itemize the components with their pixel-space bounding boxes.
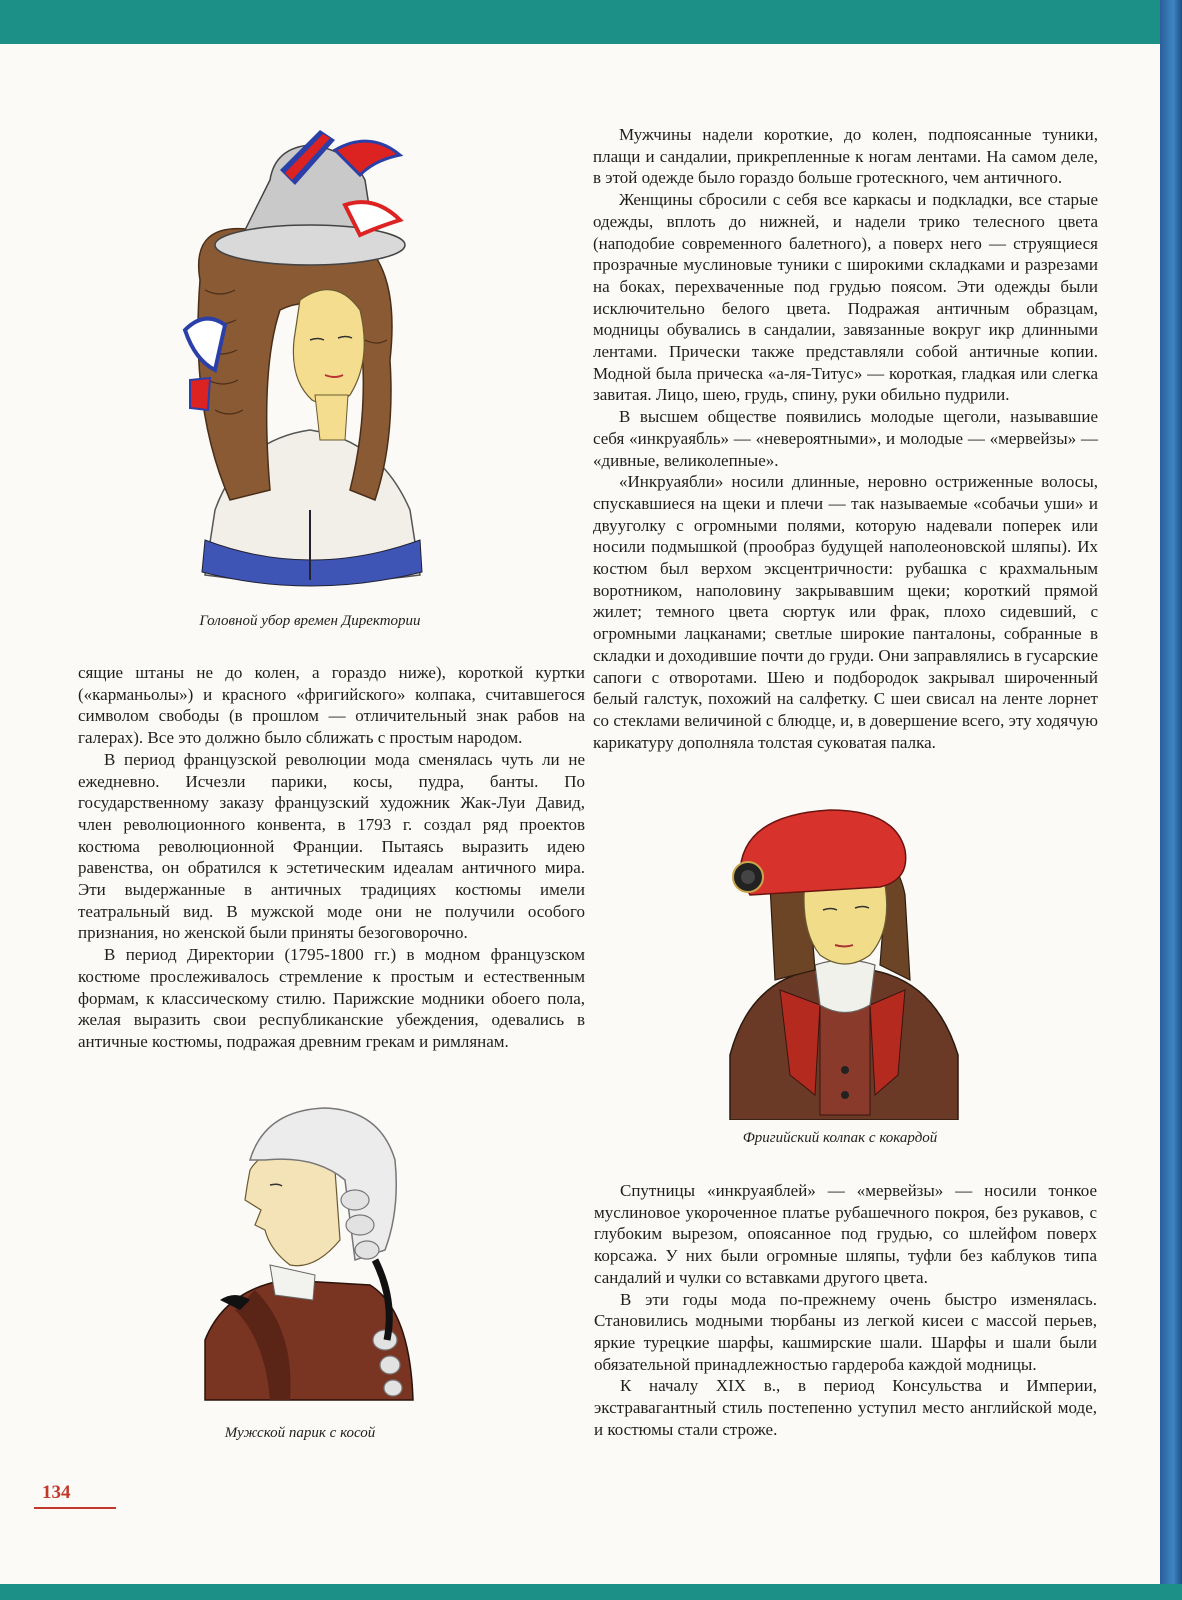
caption-phrygian: Фригийский колпак с кокардой bbox=[742, 1130, 938, 1146]
bottom-band bbox=[0, 1584, 1182, 1600]
paragraph: В высшем обществе появились молодые щеголи, называвшие себя «инкруаябль» — «невероятными», и молодые — «мервейзы» — «дивные, великолепные». bbox=[593, 407, 1098, 470]
paragraph: «Инкруаябли» носили длинные, неровно остриженные волосы, спускавшиеся на щеки и плечи — так называемые «собачьи уши» и двууголку с огромными полями, которую надевали поперек или носили подмышкой (прообраз будущей наполеоновской шляпы). Их костюм был верхом эксцентричности: рубашка с крахмальным воротником, наполовину закрывавшим щеки; короткий прямой жилет; темного цвета сюртук или фрак, плохо сидевший, с огромными лацканами; светлые широкие панталоны, собранные в складки и доходившие почти до груди. Они заправлялись в гусарские сапоги с отворотами. Шею и подбородок закрывал широченный белый галстук, похожий на салфетку. С шеи свисал на ленте лорнет со стеклами величиной с блюдце, и, в довершение всего, эту ходячую карикатуру дополняла толстая суковатая палка. bbox=[593, 472, 1098, 752]
paragraph: сящие штаны не до колен, а гораздо ниже), короткой куртки («карманьолы») и красного «фригийского» колпака, считавшегося символом свободы (в прошлом — отличительный знак рабов на галерах). Все это должно было сближать с простым народом. bbox=[78, 663, 585, 748]
paragraph: В эти годы мода по-прежнему очень быстро изменялась. Становились модными тюрбаны из легкой кисеи с массой перьев, яркие турецкие шарфы, кашмирские шали. Шарфы и шали были обязательной принадлежностью гардероба каждой модницы. bbox=[594, 1289, 1097, 1374]
page-number-rule bbox=[34, 1507, 116, 1509]
text-right-bottom bbox=[594, 1180, 1097, 1440]
page-number: 134 bbox=[42, 1482, 71, 1503]
headdress-illustration bbox=[160, 110, 460, 605]
paragraph: Спутницы «инкруаяблей» — «мервейзы» — носили тонкое муслиновое укороченное платье рубашечного покроя, без рукавов, с глубоким вырезом, опоясанное под грудью, со шлейфом поверх корсажа. У них были огромные шляпы, туфли без каблуков типа сандалий и чулки со вставками другого цвета. bbox=[594, 1181, 1097, 1287]
book-spine bbox=[1160, 0, 1182, 1600]
paragraph: К началу XIX в., в период Консульства и Империи, экстравагантный стиль постепенно уступил место английской моде, и костюмы стали строже. bbox=[594, 1376, 1097, 1439]
paragraph: Мужчины надели короткие, до колен, подпоясанные туники, плащи и сандалии, прикрепленные к ногам лентами. На самом деле, в этой одежде было гораздо больше гротескного, чем античного. bbox=[593, 125, 1098, 188]
paragraph: В период Директории (1795-1800 гг.) в модном французском костюме прослеживалось стремление к простым и естественным формам, к классическому стилю. Парижские модники обоего пола, желая выразить свои республиканские убеждения, одевались в античные костюмы, подражая древним грекам и римлянам. bbox=[78, 945, 585, 1051]
paragraph: В период французской революции мода сменялась чуть ли не ежедневно. Исчезли парики, косы, пудра, банты. По государственному заказу французский художник Жак-Луи Давид, член революционного конвента, в 1793 г. создал ряд проектов костюма революционной Франции. Пытаясь выразить идею равенства, он обратился к эстетическим идеалам античного мира. Эти выдержанные в античных традициях костюмы имели театральный вид. В мужской моде они не получили особого признания, но женской были приняты безоговорочно. bbox=[78, 749, 585, 943]
wig-illustration bbox=[195, 1100, 420, 1415]
paragraph: Женщины сбросили с себя все каркасы и подкладки, все старые одежды, вплоть до нижней, и надели трико телесного цвета (наподобие современного балетного), а поверх него — струящиеся прозрачные муслиновые туники с широкими складками и разрезами на боках, перехваченные под грудью поясом. Эти одежды были исключительно белого цвета. Подражая античным образцам, модницы обувались в сандалии, завязанные вокруг икр длинными лентами. Прически также представляли собой античные копии. Модной была прическа «а-ля-Титус» — короткая, гладкая или слегка завитая. Лицо, шею, грудь, спину, руки обильно пудрили. bbox=[593, 190, 1098, 405]
text-right-top bbox=[593, 124, 1098, 753]
caption-headdress: Головной убор времен Директории bbox=[199, 613, 421, 629]
caption-wig: Мужской парик с косой bbox=[224, 1425, 376, 1441]
text-left-mid bbox=[78, 662, 585, 1053]
phrygian-cap-illustration bbox=[720, 805, 965, 1120]
top-band bbox=[0, 0, 1182, 44]
